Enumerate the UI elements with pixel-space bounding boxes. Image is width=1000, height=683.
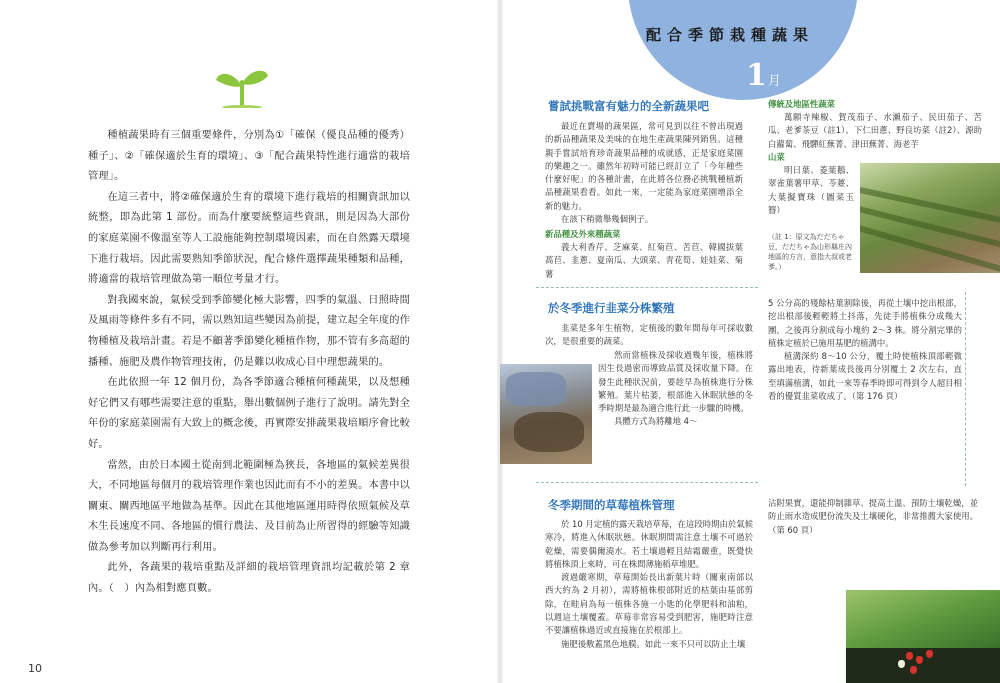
body-paragraph: 施肥後敷蓋黑色地膜。如此一來不只可以防止土壤: [560, 638, 746, 649]
field-photo: [860, 163, 1000, 273]
section2-body-a: [545, 322, 753, 349]
body-paragraph: 5 公分高的殘餘枯葉割除後，再從土壤中挖出根部，挖出根部後輕輕將土抖落，先徒手將植株分成幾大團，之後再分割成每小塊約 2～3 株。將分割完畢的植株定植於已施用基肥的植溝中。: [768, 298, 962, 348]
intro-paragraph: 此外，各蔬果的栽培重點及詳細的栽培管理資訊均記載於第 2 章內。（ ）內為相對應頁數。: [88, 562, 410, 595]
intro-paragraph: 當然，由於日本國土從南到北範圍極為狹長，各地區的氣候差異很大，不同地區每個月的栽培管理作業也因此而有不小的差異。本書中以關東、關西地區平地做為基準。因此在其他地區運用時得依照氣候及草木生長速度不同、各地區的慣行農法、及目前為止所習得的經驗等知識做為參考加以判斷再行利用。: [88, 459, 411, 553]
month-circle: [628, 0, 858, 100]
photo-caption-note: （註 1：原文為だだちゃ豆，だだちゃ為山形縣庄內地區的方言，意指大叔或老爹。）: [768, 233, 852, 271]
body-paragraph: 在該下稍微舉幾個例子。: [560, 214, 654, 225]
chive-division-photo: [500, 364, 592, 464]
page-number: 10: [28, 662, 42, 675]
body-paragraph: 渡過嚴寒期，草莓開始長出新葉片時（關東南部以西大約為 2 月初），需將植株根部附近的枯葉由基部剪除，在畦肩為每一植株各施一小匙的化學肥料和油粕，以週這土壤覆蓋。草莓非常容易受到肥害，施肥時注意不要讓植株過近或直接施在於根部上。: [545, 572, 753, 636]
body-paragraph: 最近在賣場的蔬果區，常可見到以往不曾出現過的新品種蔬果及美味的在地生產蔬果陳列銷售。這種親手嘗試培育珍奇蔬果品種的成就感，正是家庭菜園的樂趣之一。雖然年初時可能已經訂立了「今年種些什麼好呢」的各種計畫，在此將各位務必挑戰種植新品種蔬果看看。如此一來，一定能為家庭菜園增添全新的魅力。: [545, 121, 743, 211]
intro-paragraph: 在這三者中，將②確保適於生育的環境下進行栽培的相關資訊加以統整，即為此第 1 部份。而為什麼要統整這些資訊，則是因為大部份的家庭菜園不像溫室等人工設施能夠控制環境因素，而在自然露天環境下進行栽培。因此需要熟知季節狀況，配合條件選擇蔬果種類和品種，將適當的栽培管理做為第一順位考量才行。: [88, 191, 411, 286]
intro-paragraph: 種植蔬果時有三個重要條件，分別為①「確保（優良品種的優秀）種子」、②「確保適於生育的環境」、③「配合蔬果特性進行適當的栽培管理」。: [88, 130, 410, 183]
section3-body-right: [768, 497, 978, 537]
section-divider: [536, 287, 758, 288]
column-divider: [965, 292, 966, 486]
body-paragraph: 植溝深約 8～10 公分，覆土時使植株頂部輕微露出地表，待新葉成長後再分別覆土 2 次左右，直至填滿植溝，如此一來等春季時即可得到令人超目相看的優質韭菜收成了。（第 176 頁）: [768, 351, 962, 402]
body-paragraph: 韭菜是多年生植物，定植後的數年間每年可採收數次，是很重要的蔬菜。: [545, 323, 753, 347]
sub-title-wild-vegetables: 山菜: [768, 152, 785, 162]
body-paragraph: 沾附果實，還能抑制雜草、提高土溫、預防土壤乾燥，並防止雨水造成肥份流失及土壤硬化，非常推薦大家使用。（第 60 頁）: [768, 498, 978, 535]
sub-title-traditional: 傳統及地區性蔬菜: [768, 99, 835, 109]
chapter-title: 配合季節栽種蔬果: [646, 26, 815, 44]
month-suffix: 月: [767, 74, 781, 89]
section2-body-b: [598, 349, 753, 429]
body-paragraph: 於 10 月定植的露天栽培草莓，在這段時期由於氣候寒冷，將進入休眠狀態。休眠期間需注意土壤不可過於乾燥，需要偶爾澆水。若土壤過輕且結霜嚴重，既覺快將植株頂上來時，可在株間薄施稻草堆肥。: [545, 519, 753, 569]
section-divider: [536, 482, 758, 483]
body-paragraph: 具體方式為將離地 4～: [613, 416, 698, 427]
intro-paragraph: 對我國來說，氣候受到季節變化極大影響，四季的氣溫、日照時間及風雨等條件多有不同，需以熟知這些變因為前提，建立起全年度的作物種植及栽培計畫。若是不顧著季節變化種植作物，那不管有多高超的播種、施肥及農作物管理技術，仍是難以收成心目中理想蔬果的。: [88, 294, 411, 368]
section-title-chives: 於冬季進行韭菜分株繁殖: [548, 301, 675, 315]
section3-body: [545, 518, 753, 651]
month-label: [746, 58, 781, 93]
body-paragraph: 然而當植株及採收過幾年後，植株將因生長過密而導致品質及採收量下降。在發生此種狀況前，要趁早為植株進行分株繁殖。葉片枯萎，根部進入休眠狀態的冬季時期是最為適合進行此一步驟的時機。: [598, 350, 753, 414]
month-number: 1: [746, 58, 767, 93]
wild-vegetables-list: 明日葉、菱葉鵝、翠雀葉薯甲草、苓薹、大葉擬寶珠（圖菜玉簪）: [768, 165, 854, 215]
section1-body: [545, 120, 743, 226]
section2-body-right: [768, 297, 962, 403]
section-title-strawberry: 冬季期間的草莓植株管理: [548, 498, 675, 512]
traditional-list: 萬願寺辣椒、賀茂茄子、水瀨茄子、民田茄子、苦瓜、老爹茶豆（註1）、下仁田蔥、野良坊菜（註2）、源助白蘿蔔、飛驒紅蕪菁、津田蕪菁、海老芋: [768, 112, 982, 149]
strawberry-photo: [846, 590, 1000, 683]
new-varieties-list: 義大利香芹、芝麻菜、紅菊苣、苦苣、韓國拔葉萵苣、韭蔥、夏南瓜、大頭菜、青花筍、娃娃菜、菊薯: [545, 242, 743, 279]
sub-title-new-varieties: 新品種及外來種蔬菜: [545, 229, 621, 239]
section-title-new-vegetables: 嘗試挑戰富有魅力的全新蔬果吧: [548, 99, 709, 113]
intro-paragraph: 在此依照一年 12 個月份，為各季節適合種植何種蔬果，以及想種好它們又有哪些需要注意的重點，舉出數個例子進行了說明。請先對全年份的家庭菜園需有大致上的概念後，再實際安排蔬果栽培順序會比較好。: [88, 377, 411, 450]
